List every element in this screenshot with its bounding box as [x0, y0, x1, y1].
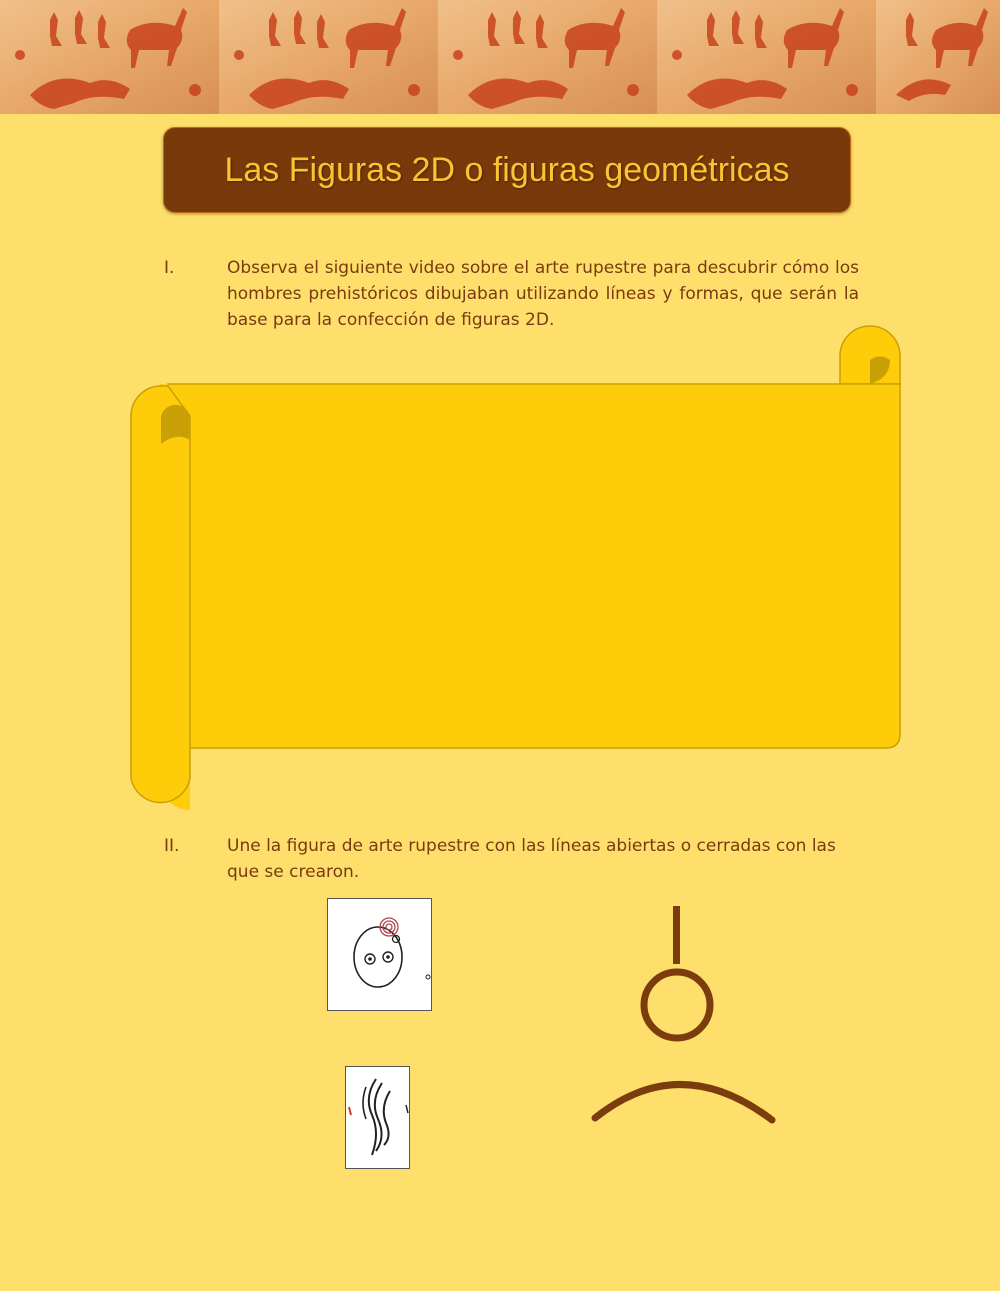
- instruction-number: I.: [164, 258, 175, 278]
- open-arc-line-icon[interactable]: [595, 1084, 772, 1120]
- cave-painting-image: [657, 0, 876, 114]
- straight-vertical-line-icon[interactable]: [673, 906, 680, 964]
- cave-painting-image: [438, 0, 657, 114]
- cave-painting-image: [0, 0, 219, 114]
- instruction-text: Observa el siguiente video sobre el arte rupestre para descubrir cómo los hombres prehistóricos dibujaban utilizando líneas y formas, que serán la base para la confección de figuras 2D.: [227, 258, 859, 330]
- face-with-spiral-rock-art-image[interactable]: [327, 898, 432, 1011]
- closed-circle-line-icon[interactable]: [644, 972, 710, 1038]
- title-box: [163, 127, 851, 213]
- cave-art-banner: [0, 0, 1000, 114]
- instruction-2: [164, 833, 864, 887]
- curved-lines-rock-art-image[interactable]: [345, 1066, 410, 1169]
- cave-painting-image: [219, 0, 438, 114]
- instruction-number: II.: [164, 836, 180, 856]
- cave-painting-image: [876, 0, 1000, 114]
- line-types: [590, 900, 790, 1140]
- instruction-text: Une la figura de arte rupestre con las líneas abiertas o cerradas con las que se crearon.: [227, 836, 836, 882]
- page-title: Las Figuras 2D o figuras geométricas: [224, 150, 790, 189]
- video-scroll-frame[interactable]: [128, 320, 908, 815]
